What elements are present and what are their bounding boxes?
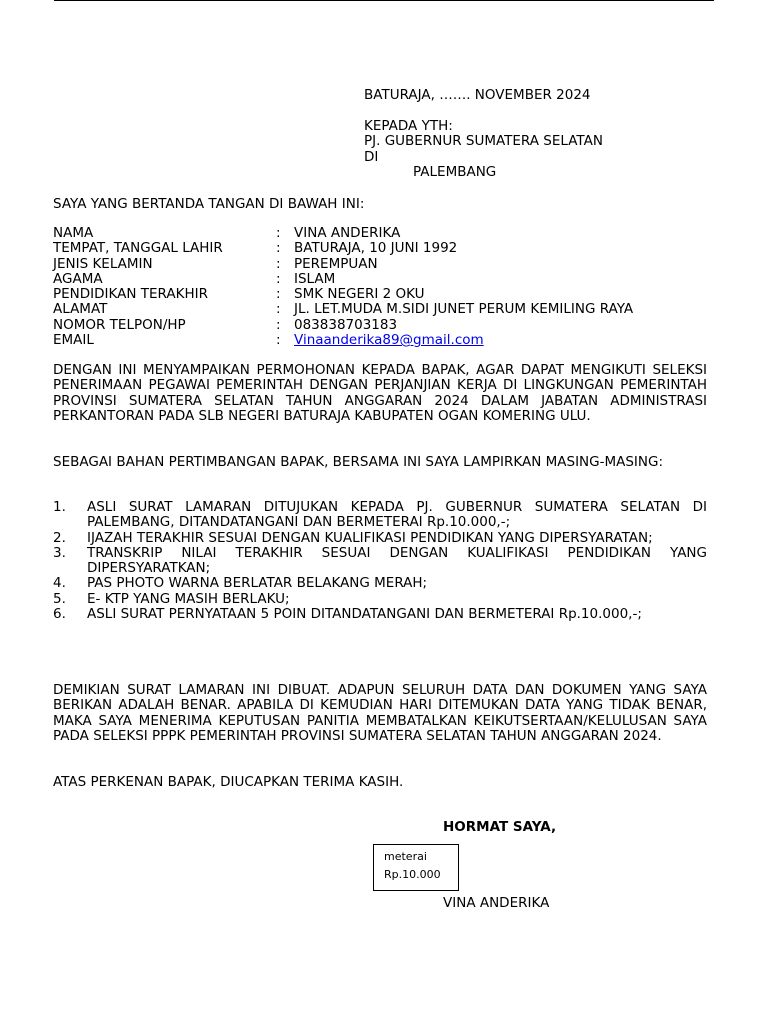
list-text: ASLI SURAT LAMARAN DITUJUKAN KEPADA PJ. GUBERNUR SUMATERA SELATAN DI PALEMBANG, DITANDATANGANI DAN BERMETERAI Rp.10.000,-; xyxy=(87,499,707,531)
request-text: DENGAN INI MENYAMPAIKAN PERMOHONAN KEPADA BAPAK, AGAR DAPAT MENGIKUTI SELEKSI PENERIMAAN PEGAWAI PEMERINTAH DENGAN PERJANJIAN KERJA DI LINGKUNGAN PEMERINTAH PROVINSI SUMATERA SELATAN TAHUN ANGGARAN 2024 DALAM JABATAN ADMINISTRASI PERKANTORAN PADA SLB NEGERI BATURAJA KABUPATEN OGAN KOMERING ULU. xyxy=(53,362,707,424)
field-label: PENDIDIKAN TERAKHIR xyxy=(53,286,208,303)
field-value: ISLAM xyxy=(294,270,336,287)
attachments-intro-text: SEBAGAI BAHAN PERTIMBANGAN BAPAK, BERSAMA INI SAYA LAMPIRKAN MASING-MASING: xyxy=(53,454,664,470)
field-value: 083838703183 xyxy=(294,316,398,333)
declaration-text: DEMIKIAN SURAT LAMARAN INI DIBUAT. ADAPUN SELURUH DATA DAN DOKUMEN YANG SAYA BERIKAN ADALAH BENAR. APABILA DI KEMUDIAN HARI DITEMUKAN DATA YANG TIDAK BENAR, MAKA SAYA MENERIMA KEPUTUSAN PANITIA MEMBATALKAN KEIKUTSERTAAN/KELULUSAN SAYA PADA SELEKSI PPPK PEMERINTAH PROVINSI SUMATERA SELATAN TAHUN ANGGARAN 2024. xyxy=(53,682,707,744)
field-row-email xyxy=(53,333,713,348)
recipient-name: PJ. GUBERNUR SUMATERA SELATAN xyxy=(364,133,603,149)
field-label: NAMA xyxy=(53,225,94,241)
field-label: EMAIL xyxy=(53,332,94,349)
field-value: BATURAJA, 10 JUNI 1992 xyxy=(294,240,458,257)
field-row-birth xyxy=(53,241,713,256)
list-item xyxy=(53,546,707,577)
list-number: 6. xyxy=(53,606,66,623)
field-row-education xyxy=(53,287,713,302)
stamp-label: meterai xyxy=(384,850,427,863)
list-item xyxy=(53,576,707,591)
signatory-name: VINA ANDERIKA xyxy=(443,895,550,911)
list-item xyxy=(53,592,707,607)
attachments-intro xyxy=(53,455,707,470)
list-text: ASLI SURAT PERNYATAAN 5 POIN DITANDATANGANI DAN BERMETERAI Rp.10.000,-; xyxy=(87,606,642,623)
place-date: BATURAJA, ……. NOVEMBER 2024 xyxy=(364,87,591,103)
signature-greeting: HORMAT SAYA, xyxy=(443,819,557,835)
field-label: TEMPAT, TANGGAL LAHIR xyxy=(53,240,223,257)
field-value: VINA ANDERIKA xyxy=(294,225,401,241)
stamp-value: Rp.10.000 xyxy=(384,868,441,881)
meterai-stamp-box xyxy=(373,844,459,891)
recipient-city: PALEMBANG xyxy=(413,164,497,180)
list-text: TRANSKRIP NILAI TERAKHIR SESUAI DENGAN KUALIFIKASI PENDIDIKAN YANG DIPERSYARATKAN; xyxy=(87,544,707,577)
email-link[interactable]: Vinaanderika89@gmail.com xyxy=(294,332,484,349)
field-value: SMK NEGERI 2 OKU xyxy=(294,286,425,303)
request-paragraph xyxy=(53,363,707,424)
field-row-religion xyxy=(53,272,713,287)
field-label: JENIS KELAMIN xyxy=(53,255,153,272)
list-number: 4. xyxy=(53,575,66,592)
field-colon: : xyxy=(276,240,281,257)
field-colon: : xyxy=(276,270,281,287)
list-number: 3. xyxy=(53,544,66,561)
list-text: IJAZAH TERAKHIR SESUAI DENGAN KUALIFIKASI PENDIDIKAN YANG DIPERSYARATAN; xyxy=(87,529,653,546)
field-value: PEREMPUAN xyxy=(294,255,378,272)
applicant-details xyxy=(53,226,713,348)
field-row-gender xyxy=(53,257,713,272)
field-colon: : xyxy=(276,332,281,349)
field-row-phone xyxy=(53,318,713,333)
field-colon: : xyxy=(276,255,281,272)
field-colon: : xyxy=(276,225,281,241)
list-item xyxy=(53,500,707,531)
top-rule xyxy=(54,0,714,1)
list-item xyxy=(53,607,707,622)
list-item xyxy=(53,531,707,546)
field-colon: : xyxy=(276,316,281,333)
field-colon: : xyxy=(276,286,281,303)
declaration-paragraph xyxy=(53,683,707,744)
list-number: 2. xyxy=(53,529,66,546)
closing-text: ATAS PERKENAN BAPAK, DIUCAPKAN TERIMA KASIH. xyxy=(53,774,404,790)
field-label: NOMOR TELPON/HP xyxy=(53,316,186,333)
field-label: ALAMAT xyxy=(53,301,108,318)
list-number: 5. xyxy=(53,590,66,607)
field-label: AGAMA xyxy=(53,270,103,287)
intro-text: SAYA YANG BERTANDA TANGAN DI BAWAH INI: xyxy=(53,196,365,212)
recipient-label: KEPADA YTH: xyxy=(364,118,453,134)
attachments-list xyxy=(53,500,707,622)
field-row-address xyxy=(53,302,713,317)
field-value: JL. LET.MUDA M.SIDI JUNET PERUM KEMILING RAYA xyxy=(294,301,634,318)
recipient-di: DI xyxy=(364,149,379,165)
field-row-name xyxy=(53,226,713,241)
field-colon: : xyxy=(276,301,281,318)
list-number: 1. xyxy=(53,499,66,515)
list-text: E- KTP YANG MASIH BERLAKU; xyxy=(87,590,290,607)
list-text: PAS PHOTO WARNA BERLATAR BELAKANG MERAH; xyxy=(87,575,428,592)
